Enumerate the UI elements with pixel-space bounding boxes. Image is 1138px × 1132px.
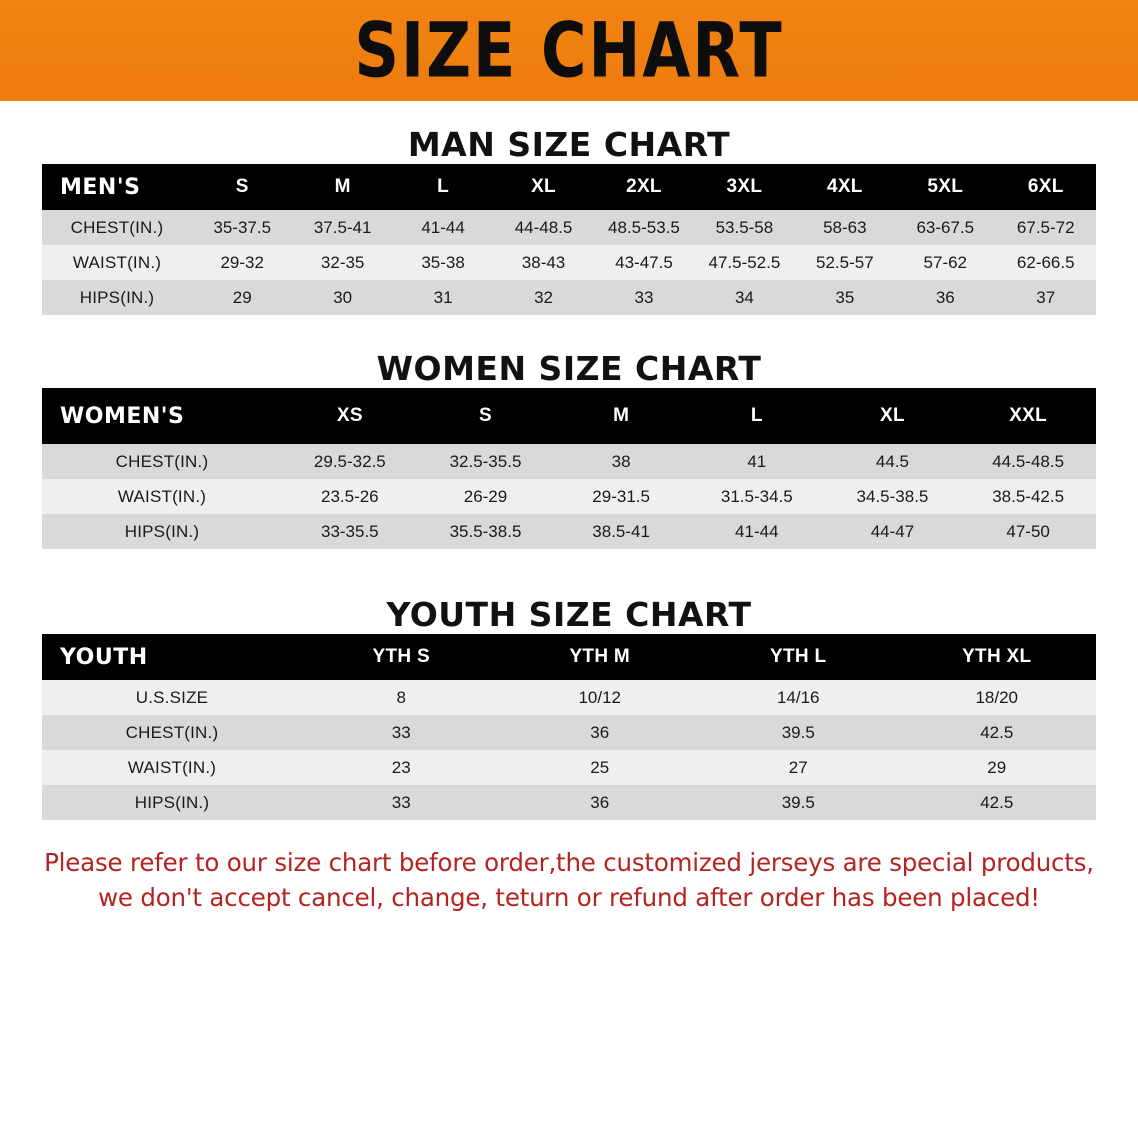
row-label: CHEST(IN.) bbox=[125, 722, 219, 742]
table-cell: 57-62 bbox=[923, 252, 968, 272]
table-cell: 41-44 bbox=[735, 521, 779, 541]
table-cell: 38 bbox=[611, 451, 631, 471]
youth-size-table bbox=[42, 634, 1096, 820]
table-cell: 29.5-32.5 bbox=[313, 451, 386, 471]
youth-header-cell: YTH L bbox=[770, 646, 827, 667]
man-table-body bbox=[42, 210, 1096, 315]
table-cell: 62-66.5 bbox=[1016, 252, 1075, 272]
row-label: U.S.SIZE bbox=[135, 687, 209, 707]
man-header-cell: 5XL bbox=[927, 176, 964, 197]
table-row bbox=[42, 785, 1096, 820]
table-cell: 47-50 bbox=[1006, 521, 1050, 541]
table-cell: 8 bbox=[396, 687, 406, 707]
women-table-wrapper bbox=[42, 388, 1096, 549]
row-label: WAIST(IN.) bbox=[127, 757, 217, 777]
row-label: CHEST(IN.) bbox=[115, 451, 209, 471]
youth-table-wrapper bbox=[42, 634, 1096, 820]
table-cell: 33 bbox=[391, 792, 411, 812]
table-cell: 37 bbox=[1036, 287, 1056, 307]
man-header-cell: XL bbox=[531, 176, 556, 197]
table-cell: 33 bbox=[634, 287, 654, 307]
table-cell: 26-29 bbox=[463, 486, 508, 506]
table-cell: 42.5 bbox=[980, 792, 1014, 812]
row-label: HIPS(IN.) bbox=[134, 792, 210, 812]
table-cell: 32 bbox=[534, 287, 553, 307]
table-cell: 44.5-48.5 bbox=[992, 451, 1065, 471]
women-header-cell: XL bbox=[880, 405, 905, 426]
table-cell: 33-35.5 bbox=[320, 521, 379, 541]
table-row bbox=[42, 514, 1096, 549]
youth-header-cell: YTH S bbox=[372, 646, 430, 667]
table-cell: 38-43 bbox=[521, 252, 566, 272]
women-header-label: WOMEN'S bbox=[60, 403, 185, 429]
youth-table-body bbox=[42, 680, 1096, 820]
youth-table-head bbox=[42, 634, 1096, 680]
table-cell: 31 bbox=[433, 287, 453, 307]
table-cell: 27 bbox=[788, 757, 808, 777]
table-cell: 14/16 bbox=[776, 687, 820, 707]
table-cell: 44-47 bbox=[870, 521, 915, 541]
youth-header-cell: YTH M bbox=[569, 646, 631, 667]
table-cell: 25 bbox=[590, 757, 610, 777]
table-cell: 44.5 bbox=[875, 451, 909, 471]
man-header-cell: L bbox=[437, 176, 450, 197]
table-row bbox=[42, 750, 1096, 785]
table-cell: 67.5-72 bbox=[1016, 217, 1075, 237]
table-cell: 53.5-58 bbox=[715, 217, 774, 237]
man-table-head bbox=[42, 164, 1096, 210]
youth-header-cell: YTH XL bbox=[962, 646, 1032, 667]
man-header-cell: M bbox=[334, 176, 351, 197]
table-cell: 35.5-38.5 bbox=[449, 521, 522, 541]
table-cell: 52.5-57 bbox=[816, 252, 874, 272]
table-cell: 36 bbox=[590, 792, 610, 812]
table-cell: 44-48.5 bbox=[514, 217, 573, 237]
man-header-cell: 2XL bbox=[626, 176, 662, 197]
women-header-cell: M bbox=[613, 405, 630, 426]
table-cell: 48.5-53.5 bbox=[608, 217, 680, 237]
man-section-heading: MAN SIZE CHART bbox=[407, 125, 731, 164]
table-cell: 41 bbox=[747, 451, 767, 471]
table-header-row bbox=[42, 388, 1096, 444]
table-row bbox=[42, 280, 1096, 315]
women-size-table bbox=[42, 388, 1096, 549]
table-row bbox=[42, 444, 1096, 479]
table-cell: 42.5 bbox=[980, 722, 1014, 742]
row-label: CHEST(IN.) bbox=[70, 217, 164, 237]
table-cell: 31.5-34.5 bbox=[720, 486, 793, 506]
table-cell: 18/20 bbox=[975, 687, 1019, 707]
table-cell: 38.5-42.5 bbox=[992, 486, 1065, 506]
table-cell: 38.5-41 bbox=[592, 521, 650, 541]
table-cell: 35 bbox=[835, 287, 855, 307]
man-header-cell: 4XL bbox=[826, 176, 863, 197]
man-size-table bbox=[42, 164, 1096, 315]
table-header-row bbox=[42, 164, 1096, 210]
table-cell: 39.5 bbox=[781, 792, 815, 812]
banner-title: SIZE CHART bbox=[354, 5, 784, 95]
man-header-cell: 3XL bbox=[726, 176, 763, 197]
table-row bbox=[42, 210, 1096, 245]
women-header-cell: S bbox=[478, 405, 492, 426]
table-row bbox=[42, 479, 1096, 514]
row-label: WAIST(IN.) bbox=[72, 252, 162, 272]
table-cell: 33 bbox=[391, 722, 411, 742]
table-cell: 58-63 bbox=[823, 217, 867, 237]
youth-header-label: YOUTH bbox=[60, 644, 148, 670]
table-cell: 37.5-41 bbox=[313, 217, 372, 237]
table-header-row bbox=[42, 634, 1096, 680]
table-row bbox=[42, 715, 1096, 750]
table-cell: 36 bbox=[590, 722, 610, 742]
table-cell: 23 bbox=[391, 757, 411, 777]
table-cell: 41-44 bbox=[421, 217, 465, 237]
table-cell: 32-35 bbox=[320, 252, 365, 272]
table-cell: 36 bbox=[935, 287, 955, 307]
table-cell: 30 bbox=[333, 287, 353, 307]
man-header-cell: S bbox=[235, 176, 249, 197]
table-cell: 47.5-52.5 bbox=[708, 252, 781, 272]
disclaimer-line-1: Please refer to our size chart before order,the customized jerseys are special products, bbox=[44, 848, 1094, 877]
women-header-cell: L bbox=[750, 405, 763, 426]
women-table-head bbox=[42, 388, 1096, 444]
man-header-cell: 6XL bbox=[1027, 176, 1064, 197]
table-cell: 23.5-26 bbox=[320, 486, 379, 506]
table-cell: 32.5-35.5 bbox=[449, 451, 522, 471]
table-cell: 29 bbox=[987, 757, 1007, 777]
table-cell: 43-47.5 bbox=[615, 252, 673, 272]
disclaimer-line-2: we don't accept cancel, change, teturn or refund after order has been placed! bbox=[98, 882, 1040, 912]
table-cell: 63-67.5 bbox=[916, 217, 975, 237]
youth-section-heading: YOUTH SIZE CHART bbox=[386, 595, 752, 634]
row-label: HIPS(IN.) bbox=[124, 521, 200, 541]
table-cell: 29 bbox=[232, 287, 252, 307]
table-cell: 29-32 bbox=[220, 252, 264, 272]
disclaimer-note bbox=[40, 846, 1098, 916]
banner bbox=[0, 0, 1138, 101]
women-header-cell: XS bbox=[336, 405, 363, 426]
table-cell: 34 bbox=[734, 287, 754, 307]
table-cell: 10/12 bbox=[578, 687, 622, 707]
table-cell: 39.5 bbox=[781, 722, 815, 742]
man-table-wrapper bbox=[42, 164, 1096, 315]
table-row bbox=[42, 245, 1096, 280]
row-label: WAIST(IN.) bbox=[117, 486, 207, 506]
row-label: HIPS(IN.) bbox=[79, 287, 155, 307]
table-cell: 35-37.5 bbox=[213, 217, 272, 237]
table-cell: 34.5-38.5 bbox=[856, 486, 929, 506]
table-row bbox=[42, 680, 1096, 715]
table-cell: 35-38 bbox=[421, 252, 465, 272]
man-header-label: MEN'S bbox=[60, 174, 141, 200]
women-table-body bbox=[42, 444, 1096, 549]
women-section-heading: WOMEN SIZE CHART bbox=[376, 349, 762, 388]
table-cell: 29-31.5 bbox=[592, 486, 650, 506]
women-header-cell: XXL bbox=[1009, 405, 1048, 426]
